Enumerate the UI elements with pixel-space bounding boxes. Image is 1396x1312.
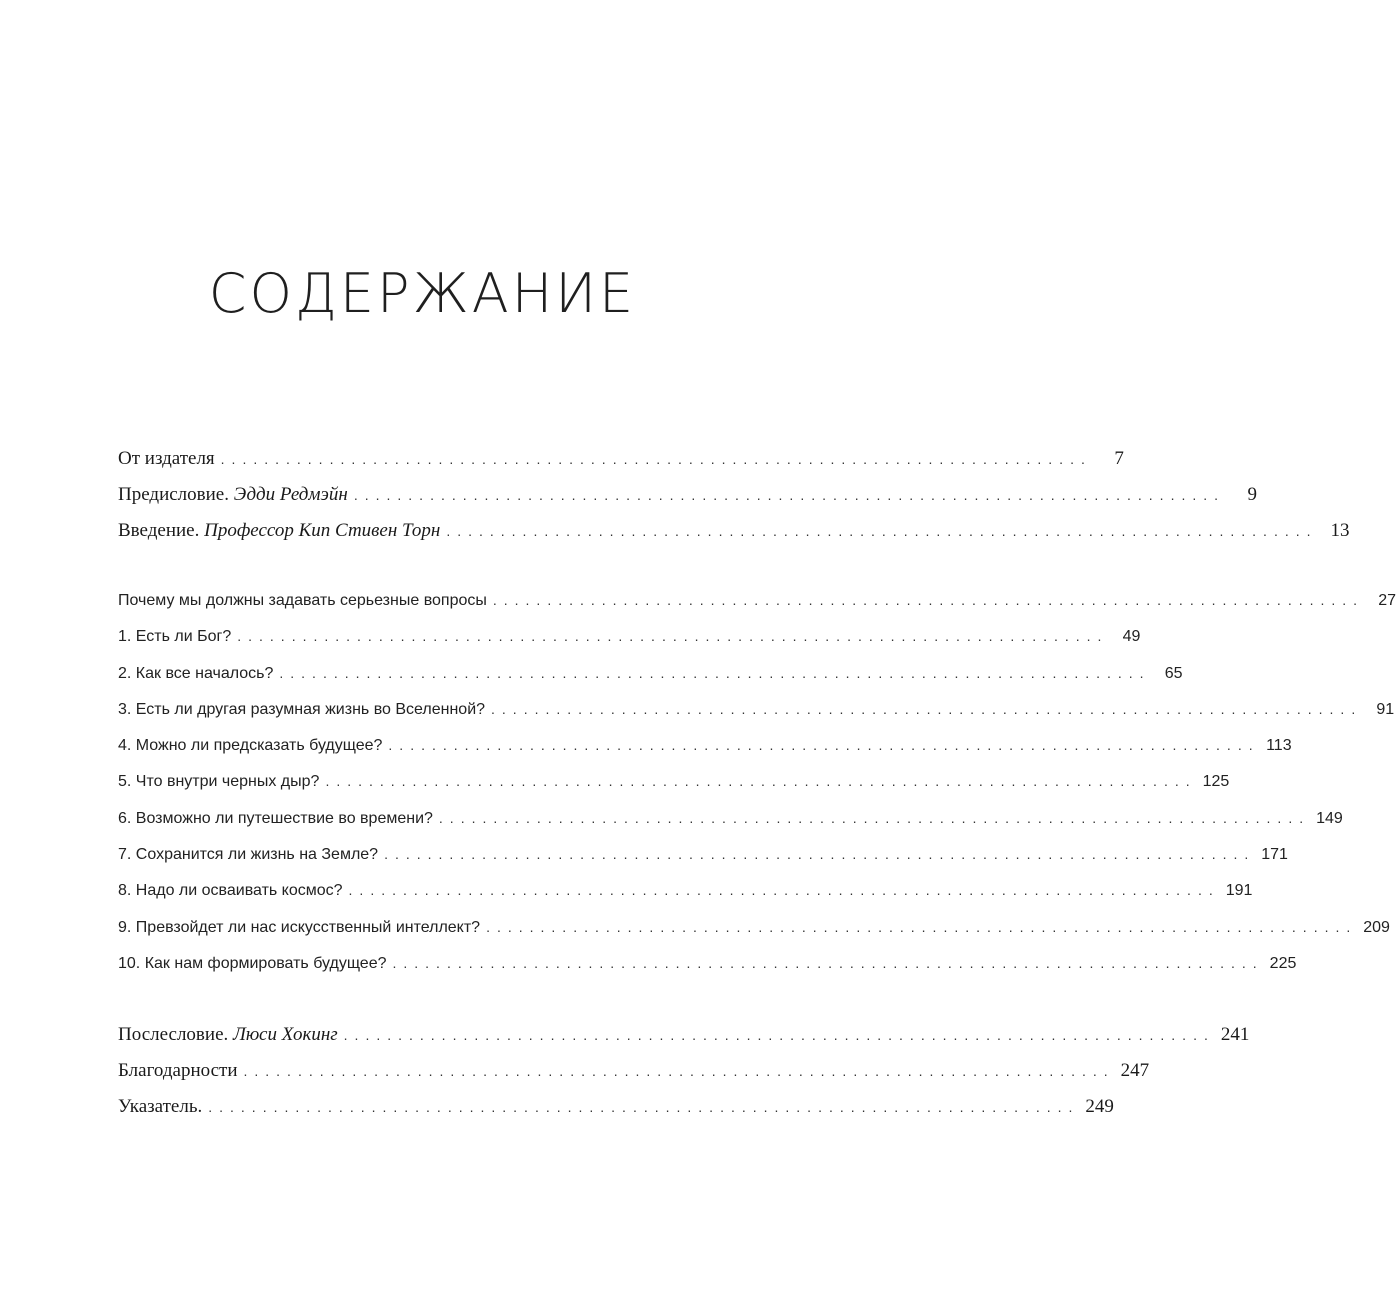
toc-entry-label: Предисловие. Эдди Редмэйн: [118, 484, 348, 505]
toc-dot-leader: ................................................................................: [392, 954, 1264, 971]
toc-entry-page: 125: [1202, 773, 1230, 791]
toc-dot-leader: ................................................................................: [279, 664, 1151, 681]
toc-dot-leader: ................................................................................: [348, 882, 1220, 899]
toc-entry-page: 171: [1261, 846, 1288, 864]
toc-entry[interactable]: [118, 664, 1183, 701]
toc-entry-label: 8. Надо ли осваивать космос?: [118, 882, 343, 900]
toc-back-matter: [118, 1024, 1250, 1132]
toc-dot-leader: ................................................................................: [384, 846, 1256, 863]
toc-entry-page: 113: [1266, 737, 1292, 755]
toc-entry-page: 225: [1269, 954, 1297, 972]
toc-entry[interactable]: [118, 520, 1350, 556]
toc-entry-page: 91: [1376, 700, 1395, 718]
toc-entry-label: Послесловие. Люси Хокинг: [118, 1024, 338, 1045]
toc-entry-page: 65: [1164, 664, 1183, 682]
toc-dot-leader: ................................................................................: [353, 487, 1226, 503]
toc-entry[interactable]: [118, 773, 1230, 809]
toc-entry-author: Профессор Кип Стивен Торн: [204, 520, 441, 541]
page-title: СОДЕРЖАНИЕ: [208, 262, 637, 325]
toc-entry-author: Эдди Редмэйн: [233, 484, 348, 505]
toc-entry[interactable]: [118, 882, 1253, 918]
toc-entry-page: 13: [1330, 520, 1350, 541]
toc-entry-page: 191: [1225, 882, 1253, 900]
toc-dot-leader: ................................................................................: [388, 737, 1260, 754]
toc-entry-label: 2. Как все началось?: [118, 664, 274, 682]
toc-dot-leader: ................................................................................: [325, 773, 1197, 790]
toc-entry[interactable]: [118, 954, 1297, 991]
toc-entry-label: 6. Возможно ли путешествие во времени?: [118, 809, 433, 827]
toc-entry-label: 4. Можно ли предсказать будущее?: [118, 737, 383, 755]
toc-entry-label: 9. Превзойдет ли нас искусственный интеллект?: [118, 918, 481, 936]
toc-entry-label: 10. Как нам формировать будущее?: [118, 954, 387, 972]
toc-entry[interactable]: [118, 846, 1288, 882]
toc-dot-leader: ................................................................................: [491, 700, 1363, 717]
toc-entry-label: 1. Есть ли Бог?: [118, 628, 232, 646]
toc-chapters: [118, 592, 1396, 991]
toc-entry-label: 3. Есть ли другая разумная жизнь во Вселенной?: [118, 700, 486, 718]
toc-entry-page: 27: [1378, 592, 1396, 609]
toc-dot-leader: ................................................................................: [220, 451, 1092, 467]
toc-entry-page: 49: [1122, 628, 1141, 646]
toc-dot-leader: ................................................................................: [343, 1027, 1215, 1043]
toc-dot-leader: ................................................................................: [237, 628, 1109, 645]
toc-entry[interactable]: [118, 592, 1396, 628]
toc-entry[interactable]: [118, 1024, 1250, 1060]
toc-entry-label: От издателя: [118, 448, 215, 469]
toc-entry[interactable]: [118, 448, 1124, 484]
toc-entry-page: 7: [1114, 448, 1124, 469]
toc-dot-leader: ................................................................................: [492, 592, 1365, 608]
toc-entry[interactable]: [118, 809, 1343, 846]
toc-dot-leader: ................................................................................: [243, 1063, 1115, 1079]
toc-entry[interactable]: [118, 1060, 1150, 1096]
toc-entry-page: 149: [1316, 809, 1343, 827]
toc-entry-label: Благодарности: [118, 1060, 238, 1081]
toc-entry-label: 5. Что внутри черных дыр?: [118, 773, 320, 791]
toc-entry-page: 241: [1220, 1024, 1250, 1045]
toc-dot-leader: ................................................................................: [486, 918, 1358, 935]
toc-entry-author: Люси Хокинг: [233, 1024, 338, 1045]
toc-entry[interactable]: [118, 737, 1292, 773]
toc-entry-label: Почему мы должны задавать серьезные вопросы: [118, 592, 487, 609]
toc-entry-page: 249: [1085, 1096, 1114, 1117]
toc-entry[interactable]: [118, 700, 1395, 737]
toc-entry-label: Указатель.: [118, 1096, 203, 1117]
toc-front-matter: [118, 448, 1350, 556]
toc-entry[interactable]: [118, 628, 1141, 664]
toc-entry-page: 9: [1247, 484, 1258, 505]
toc-dot-leader: ................................................................................: [446, 523, 1318, 539]
toc-entry-label: 7. Сохранится ли жизнь на Земле?: [118, 846, 379, 864]
toc-entry[interactable]: [118, 1096, 1114, 1132]
toc-dot-leader: ................................................................................: [438, 809, 1311, 826]
toc-entry-page: 209: [1363, 918, 1390, 936]
toc-dot-leader: ................................................................................: [208, 1099, 1080, 1115]
toc-entry[interactable]: [118, 484, 1258, 520]
toc-entry[interactable]: [118, 918, 1390, 955]
toc-entry-label: Введение. Профессор Кип Стивен Торн: [118, 520, 441, 541]
toc-entry-page: 247: [1120, 1060, 1150, 1081]
